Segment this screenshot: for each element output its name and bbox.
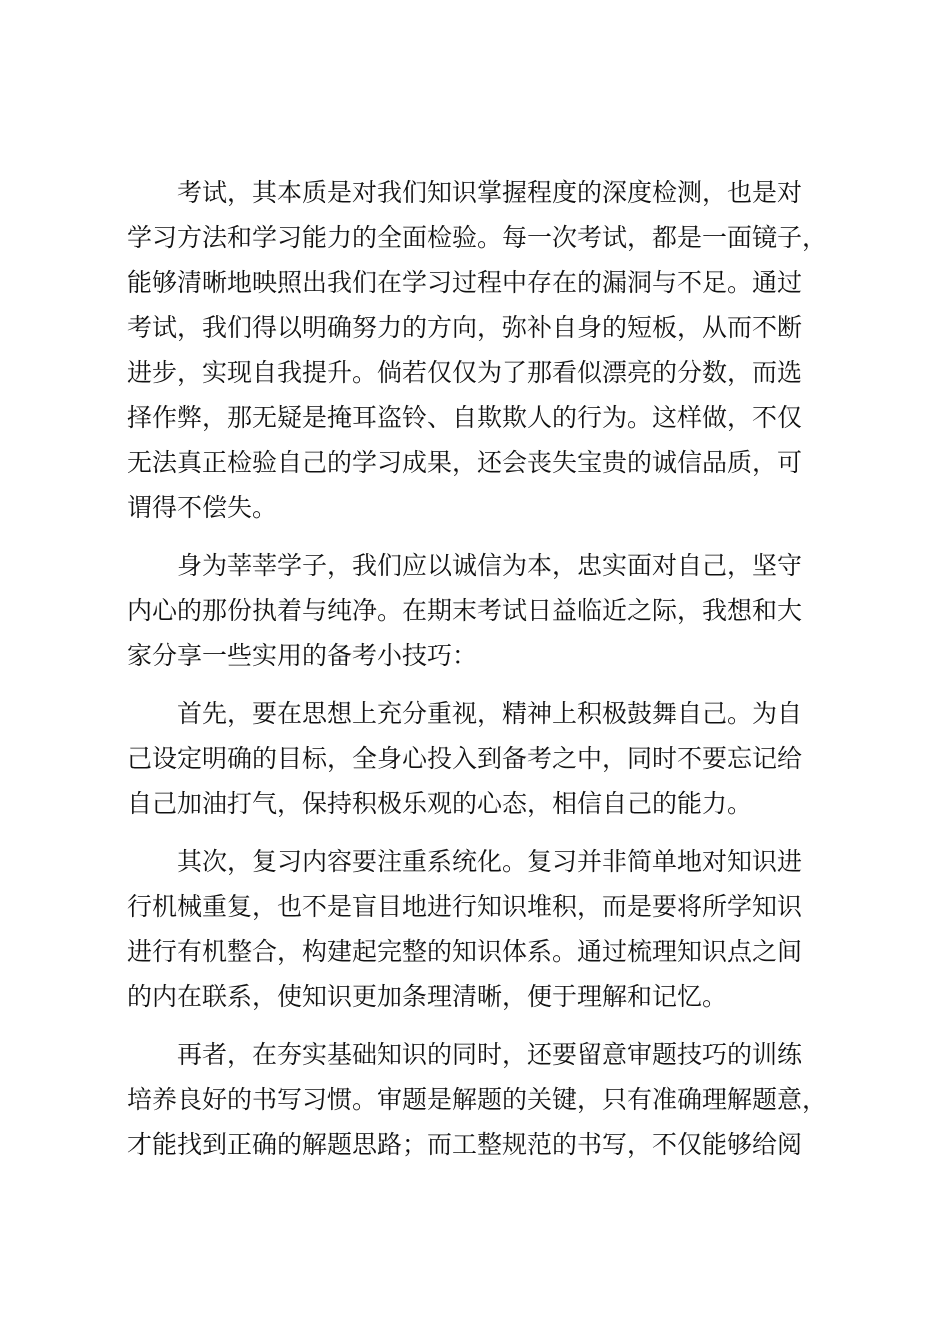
text-line: 己设定明确的目标，全身心投入到备考之中，同时不要忘记给 — [127, 744, 803, 773]
text-line: 择作弊，那无疑是掩耳盗铃、自欺欺人的行为。这样做，不仅 — [127, 403, 803, 432]
text-line: 再者，在夯实基础知识的同时，还要留意审题技巧的训练 — [177, 1040, 803, 1069]
text-line: 行机械重复，也不是盲目地进行知识堆积，而是要将所学知识 — [127, 892, 803, 921]
text-line: 无法真正检验自己的学习成果，还会丧失宝贵的诚信品质，可 — [127, 448, 803, 477]
text-line: 其次，复习内容要注重系统化。复习并非简单地对知识进 — [177, 847, 803, 876]
text-line: 考试，其本质是对我们知识掌握程度的深度检测，也是对 — [177, 178, 803, 207]
text-line: 内心的那份执着与纯净。在期末考试日益临近之际，我想和大 — [127, 596, 803, 625]
text-line: 能够清晰地映照出我们在学习过程中存在的漏洞与不足。通过 — [127, 268, 803, 297]
text-line: 才能找到正确的解题思路；而工整规范的书写，不仅能够给阅 — [127, 1130, 803, 1159]
text-line: 的内在联系，使知识更加条理清晰，便于理解和记忆。 — [127, 982, 728, 1011]
text-line: 身为莘莘学子，我们应以诚信为本，忠实面对自己，坚守 — [177, 551, 803, 580]
paragraph-first-tip — [127, 691, 837, 826]
text-line: 培养良好的书写习惯。审题是解题的关键，只有准确理解题意， — [127, 1085, 828, 1114]
text-line: 首先，要在思想上充分重视，精神上积极鼓舞自己。为自 — [177, 699, 803, 728]
document-body — [127, 170, 837, 1180]
text-line: 考试，我们得以明确努力的方向，弥补自身的短板，从而不断 — [127, 313, 803, 342]
paragraph-exam-essence — [127, 170, 837, 530]
text-line: 谓得不偿失。 — [127, 493, 278, 522]
text-line: 进步，实现自我提升。倘若仅仅为了那看似漂亮的分数，而选 — [127, 358, 803, 387]
paragraph-integrity — [127, 543, 837, 678]
text-line: 进行有机整合，构建起完整的知识体系。通过梳理知识点之间 — [127, 937, 803, 966]
text-line: 家分享一些实用的备考小技巧： — [127, 641, 478, 670]
text-line: 自己加油打气，保持积极乐观的心态，相信自己的能力。 — [127, 789, 753, 818]
paragraph-second-tip — [127, 839, 837, 1019]
paragraph-third-tip — [127, 1032, 837, 1167]
text-line: 学习方法和学习能力的全面检验。每一次考试，都是一面镜子， — [127, 223, 828, 252]
